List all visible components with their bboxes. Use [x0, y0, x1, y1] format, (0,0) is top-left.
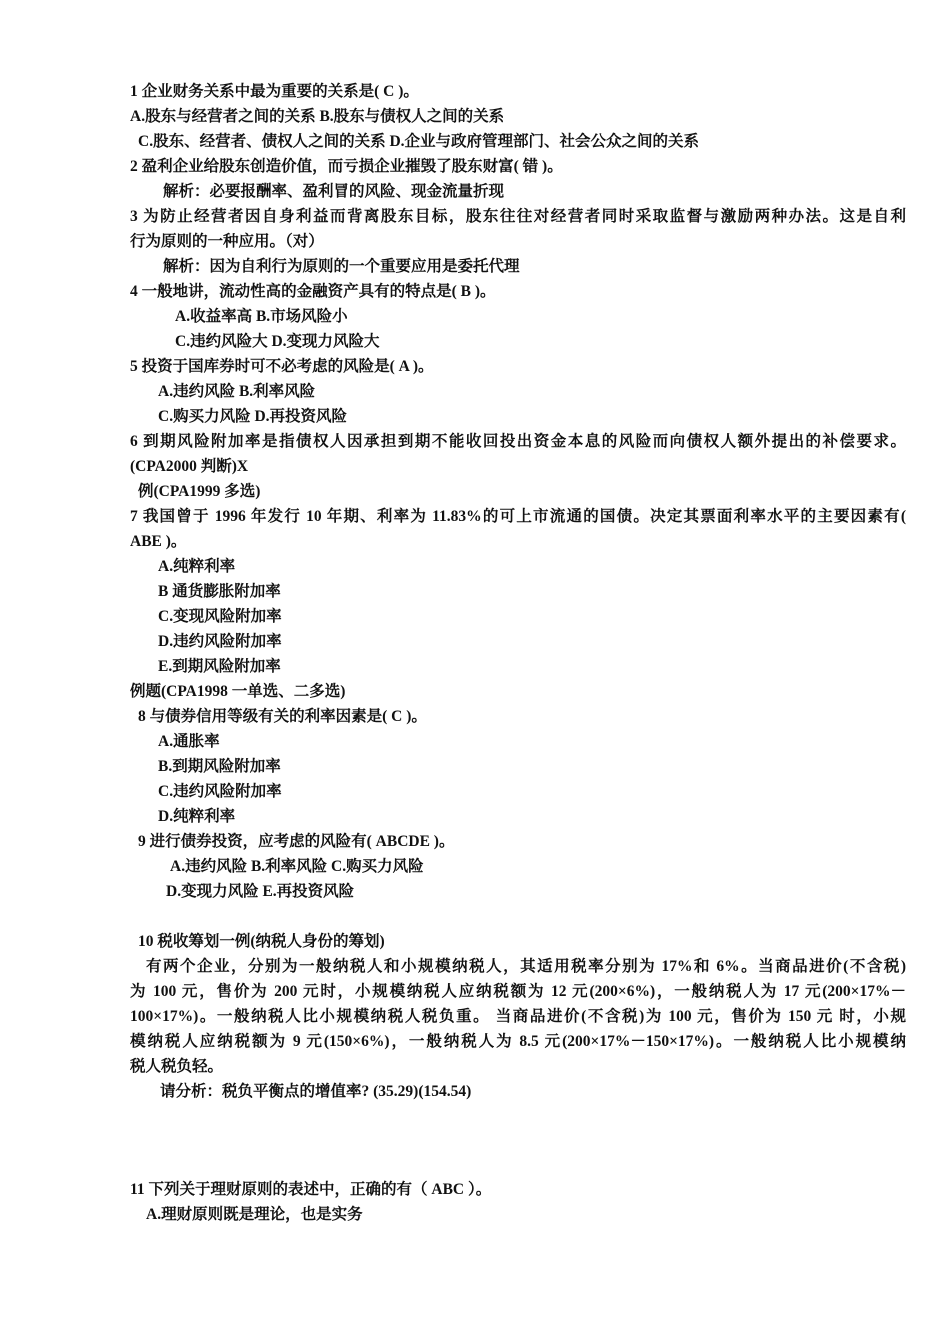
q4-options-ab: A.收益率高 B.市场风险小 — [175, 308, 348, 325]
q2-question: 2 盈利企业给股东创造价值，而亏损企业摧毁了股东财富( 错 )。 — [130, 158, 563, 175]
q4-question: 4 一般地讲，流动性高的金融资产具有的特点是( B )。 — [130, 283, 496, 300]
q7-option-a: A.纯粹利率 — [158, 558, 236, 575]
q8-question: 8 与债券信用等级有关的利率因素是( C )。 — [138, 708, 427, 725]
q5-question: 5 投资于国库券时可不必考虑的风险是( A )。 — [130, 358, 434, 375]
q6-question-line2: (CPA2000 判断)X — [130, 458, 249, 475]
q10-analysis: 请分析：税负平衡点的增值率? (35.29)(154.54) — [160, 1083, 472, 1100]
q11-question: 11 下列关于理财原则的表述中，正确的有（ ABC ）。 — [130, 1181, 492, 1198]
q10-body-line4: 模纳税人应纳税额为 9 元(150×6%)，一般纳税人为 8.5 元(200×17%－150×17%)。一般纳税人比小规模纳 — [130, 1033, 906, 1050]
q11-option-a: A.理财原则既是理论，也是实务 — [146, 1206, 363, 1223]
q9-question: 9 进行债券投资，应考虑的风险有( ABCDE )。 — [138, 833, 455, 850]
q7-option-d: D.违约风险附加率 — [158, 633, 282, 650]
q7-option-c: C.变现风险附加率 — [158, 608, 282, 625]
q10-body-line2: 为 100 元，售价为 200 元时，小规模纳税人应纳税额为 12 元(200×6%)，一般纳税人为 17 元(200×17%－ — [130, 983, 906, 1000]
q7-question-line2: ABE )。 — [130, 533, 187, 550]
q6-question-line1: 6 到期风险附加率是指债权人因承担到期不能收回投出资金本息的风险而向债权人额外提出的补偿要求。 — [130, 433, 906, 450]
q3-analysis: 解析：因为自利行为原则的一个重要应用是委托代理 — [163, 258, 520, 275]
q10-body-line5: 税人税负轻。 — [130, 1058, 224, 1075]
q9-options-abc: A.违约风险 B.利率风险 C.购买力风险 — [170, 858, 424, 875]
q7-question-line1: 7 我国曾于 1996 年发行 10 年期、利率为 11.83%的可上市流通的国债。决定其票面利率水平的主要因素有( — [130, 508, 906, 525]
q5-options-ab: A.违约风险 B.利率风险 — [158, 383, 316, 400]
q8-option-a: A.通胀率 — [158, 733, 220, 750]
q10-title: 10 税收筹划一例(纳税人身份的筹划) — [138, 933, 385, 950]
q7-option-e: E.到期风险附加率 — [158, 658, 281, 675]
q10-body-line3: 100×17%)。一般纳税人比小规模纳税人税负重。 当商品进价(不含税)为 100 元，售价为 150 元 时，小规 — [130, 1008, 906, 1025]
q8-option-d: D.纯粹利率 — [158, 808, 236, 825]
q3-question-line2: 行为原则的一种应用。（对） — [130, 233, 324, 250]
q7-example-label: 例(CPA1999 多选) — [138, 483, 261, 500]
q5-options-cd: C.购买力风险 D.再投资风险 — [158, 408, 348, 425]
q8-example-label: 例题(CPA1998 一单选、二多选) — [130, 683, 346, 700]
q3-question-line1: 3 为防止经营者因自身利益而背离股东目标，股东往往对经营者同时采取监督与激励两种办法。这是自利 — [130, 208, 906, 225]
q8-option-b: B.到期风险附加率 — [158, 758, 281, 775]
q9-options-de: D.变现力风险 E.再投资风险 — [166, 883, 355, 900]
q7-option-b: B 通货膨胀附加率 — [158, 583, 281, 600]
q1-options-cd: C.股东、经营者、债权人之间的关系 D.企业与政府管理部门、社会公众之间的关系 — [138, 133, 700, 150]
q10-body-line1: 有两个企业，分别为一般纳税人和小规模纳税人，其适用税率分别为 17%和 6%。当商品进价(不含税) — [146, 958, 906, 975]
q8-option-c: C.违约风险附加率 — [158, 783, 282, 800]
q1-options-ab: A.股东与经营者之间的关系 B.股东与债权人之间的关系 — [130, 108, 505, 125]
q4-options-cd: C.违约风险大 D.变现力风险大 — [175, 333, 380, 350]
q1-question: 1 企业财务关系中最为重要的关系是( C )。 — [130, 83, 419, 100]
q2-analysis: 解析：必要报酬率、盈利冒的风险、现金流量折现 — [163, 183, 505, 200]
